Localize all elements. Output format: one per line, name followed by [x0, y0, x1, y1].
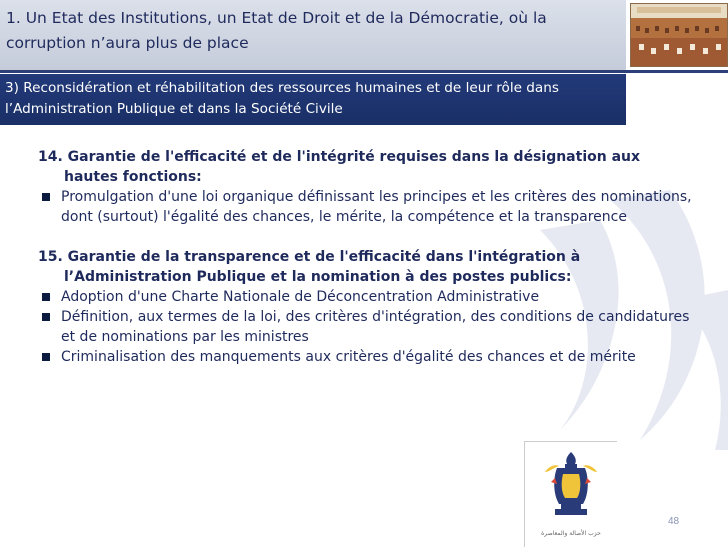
party-logo — [524, 441, 617, 547]
list-item-text: Promulgation d'une loi organique définissant les principes et les critères des nominations, dont (surtout) l'égalité des chances, le mérite, la compétence et la transparence — [61, 189, 692, 225]
logo-caption: حزب الأصالة والمعاصرة — [541, 530, 601, 537]
list-item — [38, 347, 698, 367]
list-item — [38, 187, 698, 227]
square-bullet-icon — [42, 293, 50, 301]
page-number: 48 — [668, 516, 680, 527]
section-heading-14: 14. Garantie de l'efficacité et de l'intégrité requises dans la désignation aux hautes fonctions: — [38, 149, 641, 185]
section-subtitle: 3) Reconsidération et réhabilitation des ressources humaines et de leur rôle dans l’Administration Publique et dans la Société Civile — [5, 80, 559, 117]
list-item-text: Adoption d'une Charte Nationale de Déconcentration Administrative — [61, 289, 540, 305]
header-divider — [626, 70, 728, 73]
square-bullet-icon — [42, 313, 50, 321]
subtitle-banner — [0, 74, 626, 125]
page-title: 1. Un Etat des Institutions, un Etat de Droit et de la Démocratie, où la corruption n’aura plus de place — [6, 9, 547, 52]
list-item-text: Criminalisation des manquements aux critères d'égalité des chances et de mérite — [61, 349, 636, 365]
section-heading-15: 15. Garantie de la transparence et de l'efficacité dans l'intégration à l’Administration Publique et la nomination à des postes publics: — [38, 249, 581, 285]
list-item-text: Définition, aux termes de la loi, des critères d'intégration, des conditions de candidatures et de nominations par les ministres — [61, 309, 690, 345]
list-item — [38, 307, 698, 347]
content-area — [38, 147, 698, 367]
list-item — [38, 287, 698, 307]
lamp-logo-icon — [525, 442, 617, 530]
square-bullet-icon — [42, 193, 50, 201]
square-bullet-icon — [42, 353, 50, 361]
title-banner — [0, 0, 626, 73]
parliament-photo — [630, 3, 728, 67]
